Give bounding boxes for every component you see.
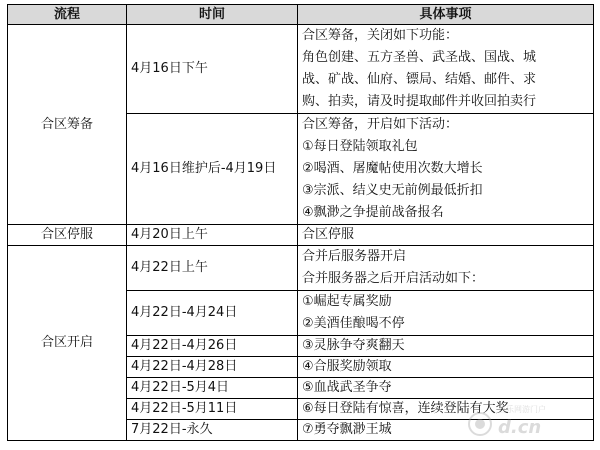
header-stage: 流程 [8,5,127,25]
detail-cell: 合区停服 [298,225,594,246]
page [7,4,593,444]
svg-text:当乐网游门户: 当乐网游门户 [498,405,546,414]
time-cell: 4月22日-5月4日 [127,378,298,399]
time-cell: 4月16日下午 [127,25,298,114]
detail-line: 合区筹备，关闭如下功能： [302,28,459,43]
svg-text:d.cn: d.cn [498,417,542,438]
header-time: 时间 [127,5,298,25]
detail-cell [298,246,594,291]
time-cell: 4月22日-4月28日 [127,357,298,378]
detail-line: 合并服务器之后开启活动如下： [302,271,485,286]
detail-cell: ⑤血战武圣争夺 [298,378,594,399]
detail-cell [298,114,594,225]
detail-line: 购、拍卖，请及时提取邮件并收回拍卖行 [302,94,537,109]
detail-line: ②美酒佳酿喝不停 [302,316,405,331]
detail-line: ①每日登陆领取礼包 [302,139,418,154]
time-cell: 4月22日-5月11日 [127,399,298,420]
stage-open: 合区开启 [8,246,127,441]
detail-line: ③宗派、结义史无前例最低折扣 [302,183,483,198]
detail-cell: ⑦勇夺飘渺王城 [298,420,594,441]
detail-cell: ④合服奖励领取 [298,357,594,378]
time-cell: 4月22日-4月26日 [127,336,298,357]
time-cell: 7月22日-永久 [127,420,298,441]
header-row [8,5,594,25]
time-cell: 4月22日-4月24日 [127,291,298,336]
detail-line: 角色创建、五方圣兽、武圣战、国战、城 [302,50,537,65]
time-cell: 4月16日维护后-4月19日 [127,114,298,225]
detail-cell: ③灵脉争夺爽翻天 [298,336,594,357]
table-row [8,25,594,114]
detail-line: 合并后服务器开启 [302,249,407,264]
header-detail: 具体事项 [298,5,594,25]
detail-cell [298,25,594,114]
detail-line: ④飘渺之争提前战备报名 [302,205,444,220]
detail-line: ①崛起专属奖励 [302,294,392,309]
detail-cell [298,291,594,336]
detail-line: 合区筹备，开启如下活动： [302,117,459,132]
stage-prep: 合区筹备 [8,25,127,225]
time-cell: 4月20日上午 [127,225,298,246]
detail-line: 战、矿战、仙府、镖局、结婚、邮件、求 [302,72,537,87]
detail-line: ②喝酒、屠魔帖使用次数大增长 [302,161,483,176]
detail-cell: ⑥每日登陆有惊喜，连续登陆有大奖 [298,399,594,420]
stage-stop: 合区停服 [8,225,127,246]
table-row [8,225,594,246]
merge-schedule-table [7,4,594,441]
time-cell: 4月22日上午 [127,246,298,291]
table-row [8,246,594,291]
